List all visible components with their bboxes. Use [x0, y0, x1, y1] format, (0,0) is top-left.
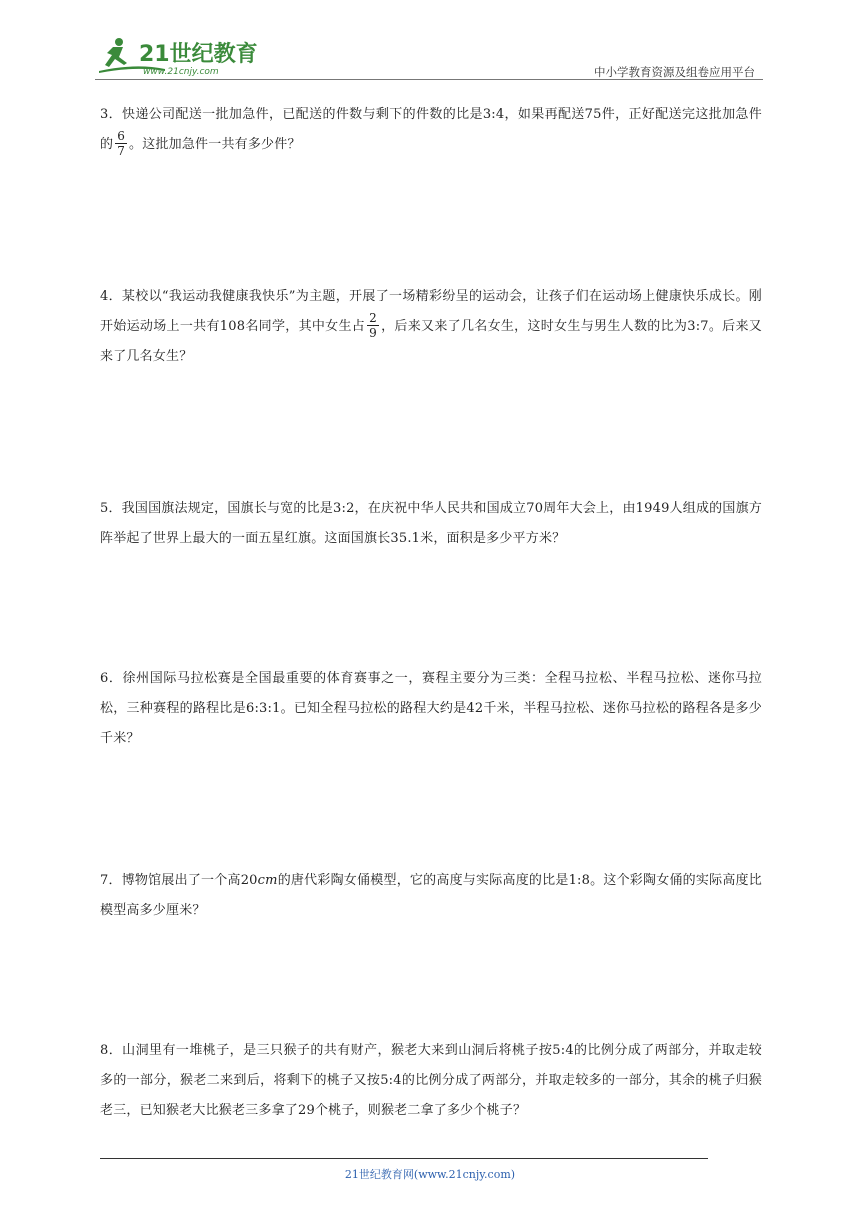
svg-text:www.21cnjy.com: www.21cnjy.com: [143, 67, 219, 77]
question-text: 7．博物馆展出了一个高20: [100, 873, 258, 888]
platform-name: 中小学教育资源及组卷应用平台: [594, 65, 755, 79]
header-divider: [95, 79, 763, 80]
page-footer: 21世纪教育网(www.21cnjy.com): [344, 1168, 516, 1181]
site-logo: [95, 35, 265, 77]
fraction-numerator: 2: [369, 311, 377, 325]
question-text: 。这批加急件一共有多少件？: [129, 137, 301, 152]
fraction: [367, 311, 379, 340]
question-text: 4．某校以“我运动我健康我快乐”为主题，开展了一场精彩纷呈的运动会，让孩子们在运动场上健康快乐成长。刚开始运动场上一共有108名同学，其中女生占: [100, 289, 762, 334]
svg-text:21世纪教育: 21世纪教育: [139, 42, 258, 67]
question-text: 3．快递公司配送一批加急件，已配送的件数与剩下的件数的比是3:4，如果再配送75件，正好配送完这批加急件的: [100, 107, 762, 152]
fraction-numerator: 6: [117, 129, 126, 143]
footer-divider: [100, 1158, 708, 1159]
question-7: [100, 866, 762, 926]
question-5: [100, 494, 762, 554]
question-text: 的唐代彩陶女俑模型，它的高度与实际高度的比是1:8。这个彩陶女俑的实际高度比模型高多少厘米？: [100, 873, 762, 918]
question-text: 8．山洞里有一堆桃子，是三只猴子的共有财产，猴老大来到山洞后将桃子按5:4的比例分成了两部分，并取走较多的一部分，猴老二来到后，将剩下的桃子又按5:4的比例分成了两部分，并取走较多的一部分，其余的桃子归猴老三，已知猴老大比猴老三多拿了29个桃子，则猴老二拿了多少个桃子？: [100, 1043, 762, 1118]
fraction: [115, 129, 127, 158]
fraction-denominator: 7: [117, 144, 126, 158]
question-text: 5．我国国旗法规定，国旗长与宽的比是3:2，在庆祝中华人民共和国成立70周年大会上，由1949人组成的国旗方阵举起了世界上最大的一面五星红旗。这面国旗长35.1米，面积是多少平方米？: [100, 501, 762, 546]
question-8: [100, 1036, 762, 1126]
question-3: [100, 100, 762, 160]
question-6: [100, 664, 762, 754]
unit-label: cm: [257, 873, 278, 888]
page-header: [95, 30, 763, 80]
question-text: 6．徐州国际马拉松赛是全国最重要的体育赛事之一，赛程主要分为三类：全程马拉松、半程马拉松、迷你马拉松，三种赛程的路程比是6:3:1。已知全程马拉松的路程大约是42千米，半程马拉松、迷你马拉松的路程各是多少千米？: [100, 671, 762, 746]
question-4: [100, 282, 762, 372]
fraction-denominator: 9: [369, 326, 377, 340]
question-text: ，后来又来了几名女生，这时女生与男生人数的比为3:7。后来又来了几名女生？: [100, 319, 762, 364]
